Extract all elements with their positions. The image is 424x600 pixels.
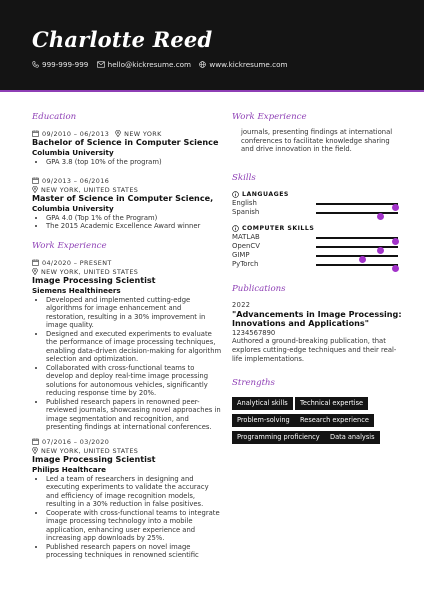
calendar-icon (32, 177, 39, 184)
skill-track (316, 246, 398, 248)
calendar-icon (32, 259, 39, 266)
bullet-item: • The 2015 Academic Excellence Award winner (46, 222, 222, 231)
entry-bullets (32, 296, 222, 432)
entry-meta (32, 176, 222, 185)
entry-location: NEW YORK (124, 129, 162, 138)
work-experience-title: Work Experience (32, 241, 107, 251)
degree-title: Master of Science in Computer Science, (32, 193, 214, 203)
entry-bullets (32, 158, 222, 167)
skill-name: MATLAB (232, 233, 260, 241)
location-pin-icon (32, 268, 38, 275)
skill-track (316, 255, 398, 257)
strength-tag: Analytical skills (232, 397, 293, 410)
job-title: Image Processing Scientist (32, 454, 156, 464)
location-pin-icon (32, 186, 38, 193)
bullet-item: • GPA 3.8 (top 10% of the program) (46, 158, 222, 167)
entry-location: NEW YORK, UNITED STATES (41, 267, 139, 276)
location-pin-icon (32, 447, 38, 454)
education-entry (32, 176, 222, 231)
skill-track (316, 212, 398, 214)
entry-bullets (32, 475, 222, 560)
info-icon (232, 191, 239, 198)
skill-level-dot (392, 265, 399, 272)
entry-dates: 09/2010 – 06/2013 (42, 129, 110, 138)
education-entry (32, 129, 222, 166)
entry-bullets (32, 214, 222, 231)
email-address[interactable]: hello@kickresume.com (107, 60, 192, 69)
work-experience-continued-title: Work Experience (232, 112, 307, 122)
entry-dates: 09/2013 – 06/2016 (42, 176, 110, 185)
info-icon (232, 225, 239, 232)
bullet-item: • Published research papers in renowned peer-reviewed journals, showcasing novel approaches in image segmentation and recognition, and presenting findings at international conferences. (46, 398, 222, 432)
publication-description: Authored a ground-breaking publication, that explores cutting-edge techniques and their real-life implementations. (232, 337, 397, 363)
header-accent-line (0, 90, 424, 92)
location-pin-icon (115, 130, 121, 137)
publications-title: Publications (232, 284, 286, 294)
entry-location: NEW YORK, UNITED STATES (41, 185, 139, 194)
publication-number: 1234567890 (232, 328, 276, 337)
company-name: Philips Healthcare (32, 464, 106, 474)
strength-tag: Data analysis (325, 431, 380, 444)
strength-tag: Problem-solving (232, 414, 295, 427)
school-name: Columbia University (32, 203, 114, 213)
job-title: Image Processing Scientist (32, 275, 156, 285)
resume-header (0, 0, 424, 90)
skill-track (316, 264, 398, 266)
computer-skills-heading-text: COMPUTER SKILLS (242, 225, 315, 232)
email-contact[interactable] (97, 60, 191, 69)
contact-bar (32, 60, 293, 70)
skill-row (232, 199, 400, 208)
languages-heading (232, 190, 289, 199)
entry-location: NEW YORK, UNITED STATES (41, 446, 139, 455)
skill-name: OpenCV (232, 242, 260, 250)
publication-year: 2022 (232, 301, 251, 309)
skill-name: Spanish (232, 208, 260, 216)
skill-row (232, 242, 400, 251)
publication-name: "Advancements in Image Processing: Innovations and Applications" (232, 309, 402, 329)
languages-heading-text: LANGUAGES (242, 191, 289, 198)
phone-icon (32, 61, 39, 68)
strength-tag: Technical expertise (295, 397, 368, 410)
candidate-name: Charlotte Reed (32, 27, 213, 52)
skill-level-dot (377, 213, 384, 220)
bullet-item: • Led a team of researchers in designing and executing experiments to validate the accuracy and efficiency of image recognition models, resulting in a 30% reduction in false positives. (46, 475, 222, 509)
degree-title: Bachelor of Science in Computer Science (32, 137, 219, 147)
skill-track (316, 203, 398, 205)
entry-meta (32, 258, 222, 267)
calendar-icon (32, 438, 39, 445)
phone-number: 999-999-999 (42, 60, 89, 69)
work-continuation-text: journals, presenting findings at international conferences to facilitate knowledge sharing and drive innovation in the field. (241, 128, 393, 154)
bullet-item: • GPA 4.0 (Top 1% of the Program) (46, 214, 222, 223)
skill-row (232, 251, 400, 260)
strengths-title: Strengths (232, 378, 275, 388)
website-url[interactable]: www.kickresume.com (209, 60, 288, 69)
education-title: Education (32, 112, 77, 122)
bullet-item: • Collaborated with cross-functional teams to develop and deploy real-time image processing solutions for autonomous vehicles, significantly reducing response time by 20%. (46, 364, 222, 398)
bullet-item: • Published research papers on novel image processing techniques in renowned scientific (46, 543, 222, 560)
skill-name: PyTorch (232, 260, 259, 268)
entry-dates: 07/2016 – 03/2020 (42, 437, 110, 446)
bullet-item: • Designed and executed experiments to evaluate the performance of image processing techniques, enabling data-driven decision-making for algorithm selection and optimization. (46, 330, 222, 364)
work-entry (32, 258, 222, 432)
work-entry (32, 437, 222, 560)
company-name: Siemens Healthineers (32, 285, 121, 295)
entry-dates: 04/2020 – PRESENT (42, 258, 112, 267)
entry-meta (32, 437, 222, 446)
publication-entry (232, 301, 404, 363)
skill-row (232, 233, 400, 242)
school-name: Columbia University (32, 147, 114, 157)
calendar-icon (32, 130, 39, 137)
skills-title: Skills (232, 173, 256, 183)
mail-icon (97, 61, 105, 68)
skill-track (316, 237, 398, 239)
globe-icon (199, 61, 206, 68)
strength-tag: Programming proficiency (232, 431, 325, 444)
skill-name: GIMP (232, 251, 250, 259)
website-contact[interactable] (199, 60, 287, 69)
strength-tag: Research experience (295, 414, 374, 427)
skill-row (232, 260, 400, 269)
skill-row (232, 208, 400, 217)
phone-contact (32, 60, 88, 69)
bullet-item: • Developed and implemented cutting-edge algorithms for image enhancement and restoration, resulting in a 30% improvement in image quality. (46, 296, 222, 330)
computer-skills-heading (232, 224, 314, 233)
bullet-item: • Cooperate with cross-functional teams to integrate image processing technology into a mobile application, enhancing user experience and increasing app downloads by 25%. (46, 509, 222, 543)
skill-name: English (232, 199, 257, 207)
